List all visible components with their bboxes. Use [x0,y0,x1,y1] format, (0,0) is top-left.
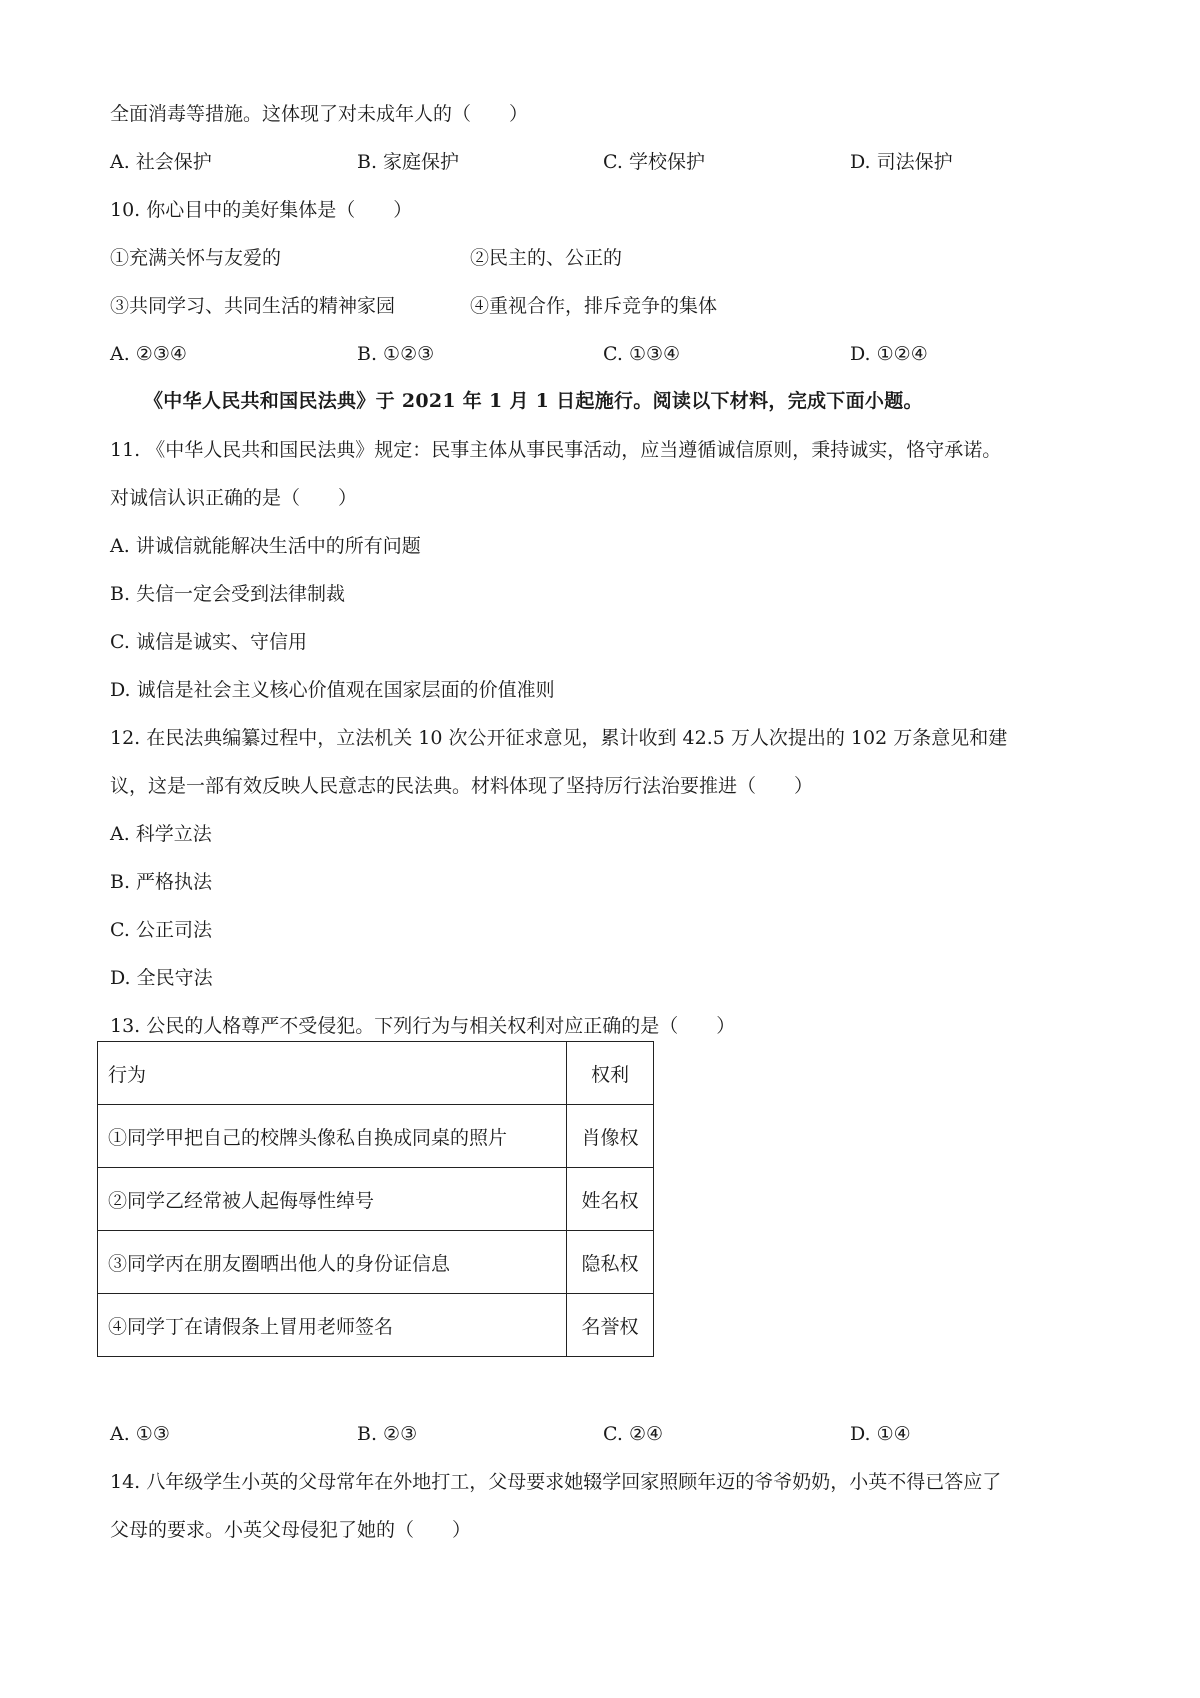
q9-stem-tail: 全面消毒等措施。这体现了对未成年人的（ ） [110,103,529,125]
q11-option-c: C. 诚信是诚实、守信用 [110,631,307,653]
q13-option-d: D. ①④ [850,1423,911,1445]
q12-stem-line1: 12. 在民法典编纂过程中，立法机关 10 次公开征求意见，累计收到 42.5 万人次提出的 102 万条意见和建 [110,727,1008,749]
q10-options [110,340,1010,368]
q13-stem: 13. 公民的人格尊严不受侵犯。下列行为与相关权利对应正确的是（ ） [110,1015,736,1037]
q10-stem: 10. 你心目中的美好集体是（ ） [110,199,413,221]
table-cell-behavior: ②同学乙经常被人起侮辱性绰号 [98,1168,567,1231]
q13-options [110,1420,1010,1448]
table-cell-right: 隐私权 [567,1231,654,1294]
q12-stem-line2: 议，这是一部有效反映人民意志的民法典。材料体现了坚持厉行法治要推进（ ） [110,775,814,797]
rights-table [97,1041,654,1357]
q11-stem-line2: 对诚信认识正确的是（ ） [110,487,358,509]
q10-option-c: C. ①③④ [603,343,681,365]
q10-option-d: D. ①②④ [850,343,928,365]
q10-item-3: ③共同学习、共同生活的精神家园 [110,295,396,317]
q12-option-d: D. 全民守法 [110,967,213,989]
q14-stem-line1: 14. 八年级学生小英的父母常年在外地打工，父母要求她辍学回家照顾年迈的爷爷奶奶，小英不得已答应了 [110,1471,1002,1493]
material-intro: 《中华人民共和国民法典》于 2021 年 1 月 1 日起施行。阅读以下材料，完成下面小题。 [144,390,923,412]
q14-stem-line2: 父母的要求。小英父母侵犯了她的（ ） [110,1519,472,1541]
q11-option-a: A. 讲诚信就能解决生活中的所有问题 [110,535,421,557]
q11-option-b: B. 失信一定会受到法律制裁 [110,583,346,605]
q10-option-b: B. ①②③ [357,343,435,365]
q12-option-c: C. 公正司法 [110,919,212,941]
q13-option-c: C. ②④ [603,1423,664,1445]
table-row [98,1105,654,1168]
q10-option-a: A. ②③④ [110,343,187,365]
q10-items-row1 [110,244,1010,272]
q13-option-b: B. ②③ [357,1423,418,1445]
table-cell-right: 肖像权 [567,1105,654,1168]
q9-option-c: C. 学校保护 [603,151,705,173]
q9-options [110,148,1010,176]
table-row [98,1231,654,1294]
q10-items-row2 [110,292,1010,320]
table-cell-behavior: ③同学丙在朋友圈晒出他人的身份证信息 [98,1231,567,1294]
table-row [98,1294,654,1357]
q9-option-b: B. 家庭保护 [357,151,460,173]
q11-option-d: D. 诚信是社会主义核心价值观在国家层面的价值准则 [110,679,555,701]
table-header-behavior: 行为 [98,1042,567,1105]
table-header-right: 权利 [567,1042,654,1105]
table-cell-behavior: ④同学丁在请假条上冒用老师签名 [98,1294,567,1357]
q10-item-1: ①充满关怀与友爱的 [110,247,282,269]
table-cell-right: 姓名权 [567,1168,654,1231]
table-cell-right: 名誉权 [567,1294,654,1357]
q13-option-a: A. ①③ [110,1423,170,1445]
q9-option-a: A. 社会保护 [110,151,212,173]
q10-item-4: ④重视合作，排斥竞争的集体 [470,295,718,317]
q9-option-d: D. 司法保护 [850,151,953,173]
table-cell-behavior: ①同学甲把自己的校牌头像私自换成同桌的照片 [98,1105,567,1168]
table-header-row [98,1042,654,1105]
q12-option-b: B. 严格执法 [110,871,213,893]
q12-option-a: A. 科学立法 [110,823,212,845]
table-row [98,1168,654,1231]
q11-stem-line1: 11. 《中华人民共和国民法典》规定：民事主体从事民事活动，应当遵循诚信原则，秉持诚实，恪守承诺。 [110,439,1002,461]
q10-item-2: ②民主的、公正的 [470,247,623,269]
